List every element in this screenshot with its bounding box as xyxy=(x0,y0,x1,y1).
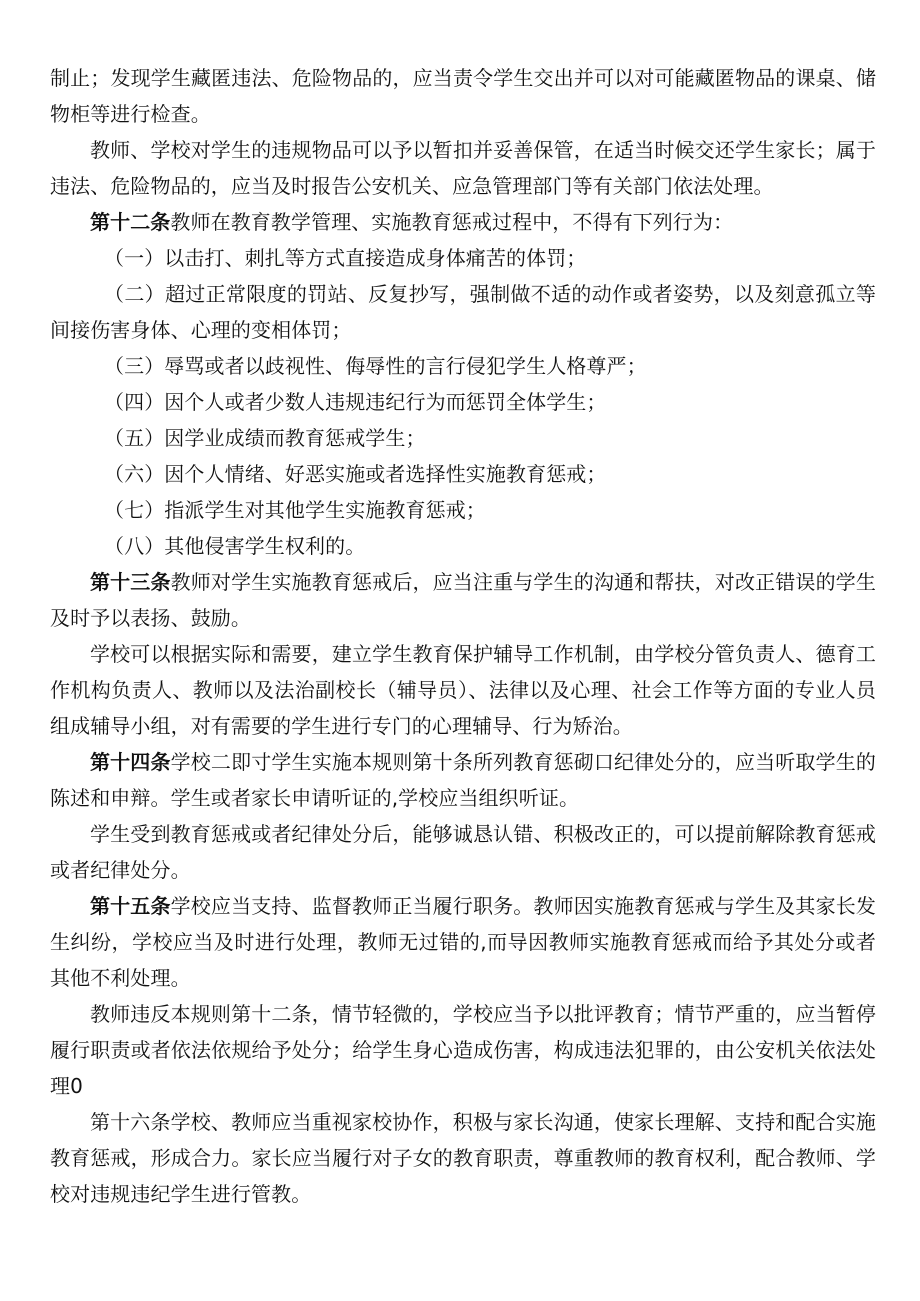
paragraph-teacher-violations: 教师违反本规则第十二条，情节轻微的，学校应当予以批评教育；情节严重的，应当暂停履行职责或者依法依规给予处分；给学生身心造成伤害，构成违法犯罪的，由公安机关依法处理0 xyxy=(50,1002,876,1098)
article-13-text: 教师对学生实施教育惩戒后，应当注重与学生的沟通和帮扶，对改正错误的学生及时予以表扬、鼓励。 xyxy=(50,570,876,630)
article-12 xyxy=(50,204,876,240)
article-14-text: 学校二即寸学生实施本规则第十条所列教育惩砌口纪律处分的，应当听取学生的陈述和申辩。学生或者家长申请听证的,学校应当组织听证。 xyxy=(50,750,876,810)
paragraph-confiscated-items: 教师、学校对学生的违规物品可以予以暂扣并妥善保管，在适当时候交还学生家长；属于违法、危险物品的，应当及时报告公安机关、应急管理部门等有关部门依法处理。 xyxy=(50,138,876,198)
article-14 xyxy=(50,744,876,816)
article-13 xyxy=(50,564,876,636)
list-item-1: （一）以击打、刺扎等方式直接造成身体痛苦的体罚； xyxy=(104,246,587,270)
paragraph-counseling-mechanism: 学校可以根据实际和需要，建立学生教育保护辅导工作机制，由学校分管负责人、德育工作机构负责人、教师以及法治副校长（辅导员）、法律以及心理、社会工作等方面的专业人员组成辅导小组，对有需要的学生进行专门的心理辅导、行为矫治。 xyxy=(50,642,876,738)
list-item-3: （三）辱骂或者以歧视性、侮辱性的言行侵犯学生人格尊严； xyxy=(104,354,647,378)
article-15-text: 学校应当支持、监督教师正当履行职务。教师因实施教育惩戒与学生及其家长发生纠纷，学校应当及时进行处理，教师无过错的,而导因教师实施教育惩戒而给予其处分或者其他不利处理。 xyxy=(50,894,876,990)
article-12-heading: 第十二条 xyxy=(90,210,171,234)
document-page xyxy=(50,60,876,1212)
list-item-2: （二）超过正常限度的罚站、反复抄写，强制做不适的动作或者姿势，以及刻意孤立等间接伤害身体、心理的变相体罚； xyxy=(50,282,876,342)
paragraph-early-release: 学生受到教育惩戒或者纪律处分后，能够诚恳认错、积极改正的，可以提前解除教育惩戒或者纪律处分。 xyxy=(50,822,876,882)
article-13-heading: 第十三条 xyxy=(90,570,171,594)
list-item-5: （五）因学业成绩而教育惩戒学生； xyxy=(104,426,426,450)
article-15 xyxy=(50,888,876,996)
article-12-text: 教师在教育教学管理、实施教育惩戒过程中，不得有下列行为： xyxy=(170,210,734,234)
paragraph-continuation: 制止；发现学生藏匿违法、危险物品的，应当责令学生交出并可以对可能藏匿物品的课桌、储物柜等进行检查。 xyxy=(50,66,876,126)
article-14-heading: 第十四条 xyxy=(90,750,171,774)
paragraph-article-16: 第十六条学校、教师应当重视家校协作，积极与家长沟通，使家长理解、支持和配合实施教育惩戒，形成合力。家长应当履行对子女的教育职责，尊重教师的教育权利，配合教师、学校对违规违纪学生进行管教。 xyxy=(50,1110,876,1206)
list-item-8: （八）其他侵害学生权利的。 xyxy=(104,534,366,558)
article-15-heading: 第十五条 xyxy=(90,894,171,918)
list-item-4: （四）因个人或者少数人违规违纪行为而惩罚全体学生； xyxy=(104,390,607,414)
list-item-7: （七）指派学生对其他学生实施教育惩戒； xyxy=(104,498,486,522)
list-item-6: （六）因个人情绪、好恶实施或者选择性实施教育惩戒； xyxy=(104,462,607,486)
